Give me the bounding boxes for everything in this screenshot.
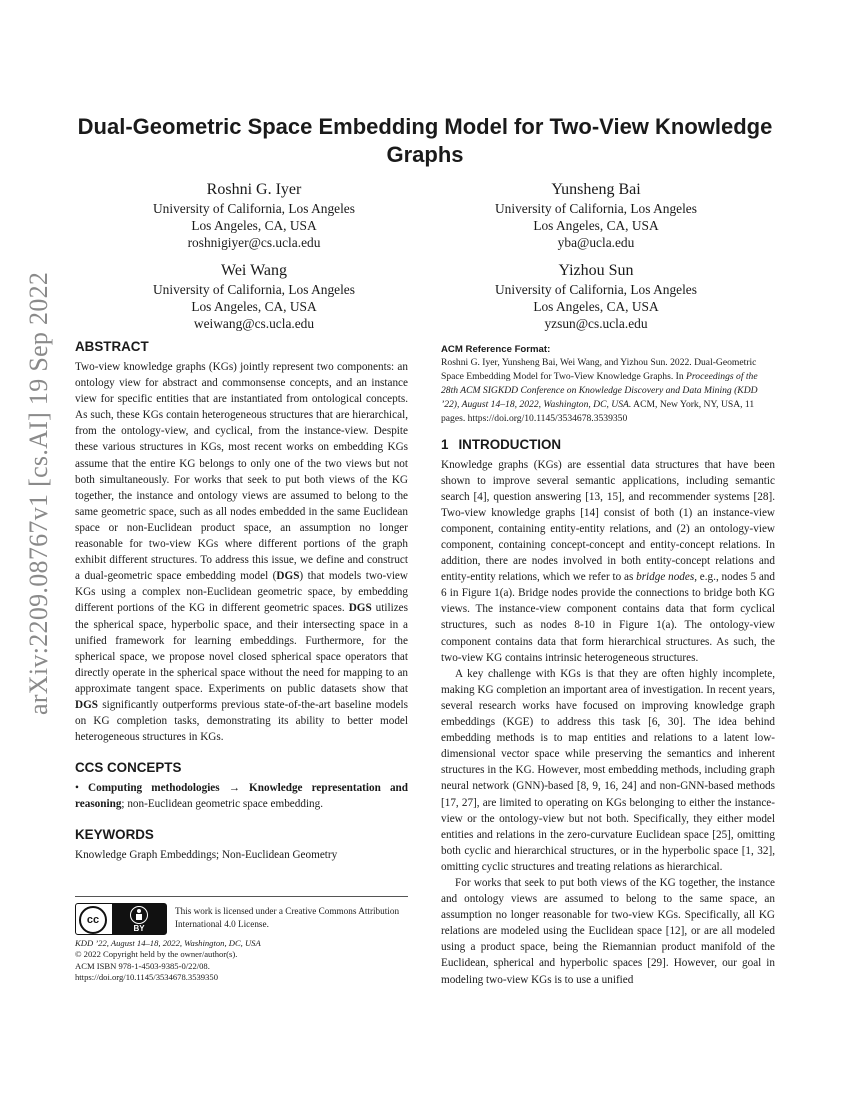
- arxiv-stamp: arXiv:2209.08767v1 [cs.AI] 19 Sep 2022: [24, 271, 53, 715]
- author-affiliation: University of California, Los Angeles: [495, 282, 697, 297]
- license-divider: [75, 896, 408, 897]
- doi-line: https://doi.org/10.1145/3534678.3539350: [75, 971, 218, 982]
- abstract-heading: ABSTRACT: [75, 339, 149, 354]
- conference-line: KDD ’22, August 14–18, 2022, Washington, DC, USA: [75, 938, 261, 948]
- left-column: [75, 338, 408, 864]
- acm-reference-heading: ACM Reference Format:: [441, 344, 551, 355]
- author-location: Los Angeles, CA, USA: [533, 217, 659, 233]
- author-affiliation: University of California, Los Angeles: [153, 201, 355, 216]
- copyright-line: © 2022 Copyright held by the owner/author(s).: [75, 949, 238, 960]
- attribution-person-icon: [130, 906, 148, 924]
- abstract-paragraph: Two-view knowledge graphs (KGs) jointly represent two components: an ontology view for abstract and commonsense concepts, and an instance view for specific entities that are instantiated from ontological concepts. As such, these KGs contain heterogeneous structures that are hierarchical, from the ontology-view, and cyclical, from the instance-view. Despite these various structures in KGs, most recent works on embedding KGs assume that the entire KG belongs to only one of the two views but not both simultaneously. For works that seek to put both views of the KG together, the instance and ontology views are assumed to belong to the same geometric space, such as all nodes embedded in the same Euclidean space or non-Euclidean product space, an assumption no longer reasonable for two-view KGs where different portions of the graph exhibit different structures. To address this issue, we define and construct a dual-geometric space embedding model (DGS) that models two-view KGs using a complex non-Euclidean geometric space, by embedding different portions of the KG in different geometric spaces. DGS utilizes the spherical space, hyperbolic space, and their intersecting space in a unified framework for learning embeddings. Furthermore, for the spherical space, we propose novel closed spherical space operators that directly operate in the spherical space without the need for mapping to an approximate tangent space. Experiments on public datasets show that DGS significantly outperforms previous state-of-the-art baseline models on KG completion tasks, demonstrating its ability to better model heterogeneous structures in KGs.: [75, 361, 408, 744]
- keywords-heading: KEYWORDS: [75, 827, 154, 843]
- author-block: [446, 261, 746, 332]
- author-email: roshnigiyer@cs.ucla.edu: [187, 234, 321, 250]
- by-label: BY: [133, 924, 145, 933]
- author-block: [104, 261, 404, 332]
- author-email: yzsun@cs.ucla.edu: [544, 315, 648, 331]
- introduction-heading: 1 INTRODUCTION: [441, 436, 562, 452]
- author-name: Yunsheng Bai: [551, 181, 641, 198]
- cc-icon: cc: [79, 906, 107, 934]
- author-affiliation: University of California, Los Angeles: [153, 282, 355, 297]
- author-name: Yizhou Sun: [558, 262, 634, 279]
- author-location: Los Angeles, CA, USA: [191, 298, 317, 314]
- author-location: Los Angeles, CA, USA: [191, 217, 317, 233]
- intro-paragraph-3: For works that seek to put both views of the KG together, the instance and ontology views are assumed to belong to the same space, an assumption no longer reasonable for two-view KGs. Specifically, all KG relations are modeled using the Euclidean space [12], or are all modeled using a product space, being the Riemannian product manifold of the Euclidean, spherical and hyperbolic spaces [29]. However, our goal in modeling two-view KGs is to use a unified: [441, 876, 775, 986]
- cc-by-badge: [75, 903, 167, 935]
- author-block: [104, 180, 404, 251]
- intro-paragraph-1: Knowledge graphs (KGs) are essential data structures that have been shown to improve several semantic applications, including semantic search [4], question answering [13, 15], and recommender systems [28]. Two-view knowledge graphs [14] consist of both (1) an instance-view component, containing entity-entity relations, and (2) an ontology-view component, containing concept-concept and entity-concept relations. In addition, there are nodes involved in both entity-concept relations and entity-entity relations, which we refer to as bridge nodes, e.g., nodes 5 and 6 in Figure 1(a). Bridge nodes provide the connections to bridge both KG views. The instance-view component contains data that form cyclical structures, such as nodes 8-10 in Figure 1(a). The ontology-view component contains data that form hierarchical structures. As such, the two-view KG contains intrinsic heterogeneous structures.: [441, 458, 775, 664]
- isbn-line: ACM ISBN 978-1-4503-9385-0/22/08.: [75, 960, 210, 971]
- author-name: Wei Wang: [221, 262, 287, 279]
- author-name: Roshni G. Iyer: [206, 181, 302, 198]
- paper-title: Dual-Geometric Space Embedding Model for Two-View Knowledge Graphs: [77, 114, 773, 167]
- ccs-paragraph: • Computing methodologies → Knowledge representation and reasoning; non-Euclidean geometric space embedding.: [75, 782, 408, 811]
- right-column: [441, 343, 775, 988]
- ccs-heading: CCS CONCEPTS: [75, 760, 182, 776]
- author-block: [446, 180, 746, 251]
- keywords-paragraph: Knowledge Graph Embeddings; Non-Euclidean Geometry: [75, 849, 338, 862]
- by-zone: [112, 904, 166, 934]
- acm-reference-body: Roshni G. Iyer, Yunsheng Bai, Wei Wang, and Yizhou Sun. 2022. Dual-Geometric Space Embedding Model for Two-View Knowledge Graphs. In Proceedings of the 28th ACM SIGKDD Conference on Knowledge Discovery and Data Mining (KDD ’22), August 14–18, 2022, Washington, DC, USA. ACM, New York, NY, USA, 11 pages. https://doi.org/10.1145/3534678.3539350: [441, 357, 758, 424]
- author-email: yba@ucla.edu: [557, 234, 635, 250]
- publication-info: [75, 938, 408, 983]
- author-affiliation: University of California, Los Angeles: [495, 201, 697, 216]
- license-text: This work is licensed under a Creative Commons Attribution International 4.0 License.: [175, 906, 400, 929]
- intro-paragraph-2: A key challenge with KGs is that they are often highly incomplete, making KG completion an important area of investigation. In recent years, several research works have focused on improving knowledge graph embeddings (KGE) to address this task [6, 30]. The idea behind embedding methods is to map entities and relations to a latent low-dimensional vector space while preserving the semantics and inherent structures in the KG. However, most embedding methods, including graph neural network (GNN)-based [8, 9, 16, 24] and non-GNN-based methods [17, 27], are limited to operating on KGs belonging to either the instance-view or the ontology-view but not both. Specifically, they either model entities and relations in the zero-curvature Euclidean space [25], omitting both cyclic and hierarchical structures, or in the hyperbolic space [1, 32], omitting cyclic structures and treating relations as hierarchical.: [441, 667, 775, 873]
- author-location: Los Angeles, CA, USA: [533, 298, 659, 314]
- author-email: weiwang@cs.ucla.edu: [193, 315, 315, 331]
